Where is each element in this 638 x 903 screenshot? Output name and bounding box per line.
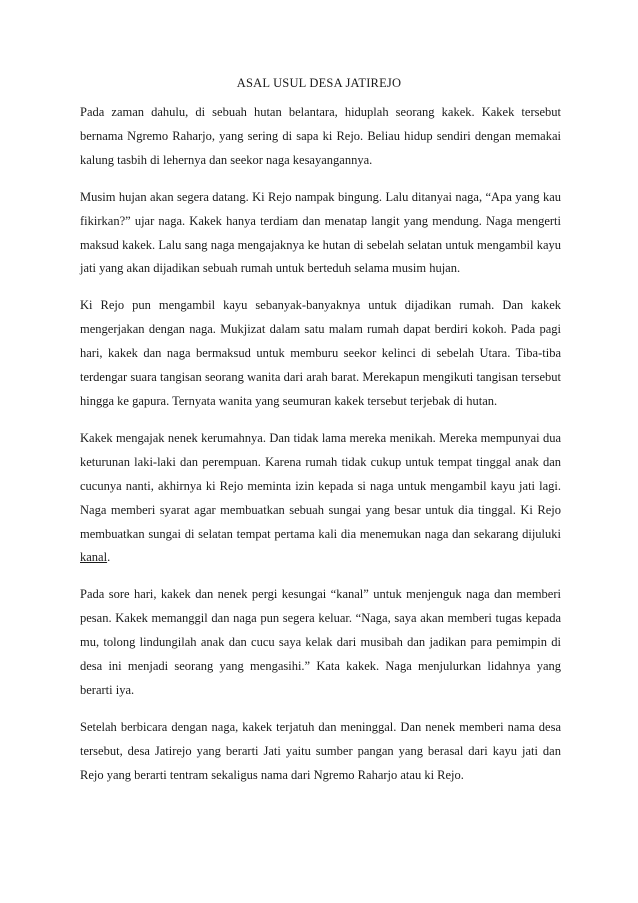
paragraph-4 (80, 427, 561, 570)
paragraph-4-end: . (107, 550, 111, 565)
paragraph-3: Ki Rejo pun mengambil kayu sebanyak-banyaknya untuk dijadikan rumah. Dan kakek mengerjakan dengan naga. Mukjizat dalam satu malam rumah dapat berdiri kokoh. Pada pagi hari, kakek dan naga bermaksud untuk memburu seekor kelinci di sebelah Utara. Tiba-tiba terdengar suara tangisan seorang wanita dari arah barat. Merekapun mengikuti tangisan tersebut hingga ke gapura. Ternyata wanita yang seumuran kakek tersebut terjebak di hutan. (80, 298, 561, 408)
paragraph-2: Musim hujan akan segera datang. Ki Rejo nampak bingung. Lalu ditanyai naga, “Apa yang kau fikirkan?” ujar naga. Kakek hanya terdiam dan menatap langit yang mendung. Naga mengerti maksud kakek. Lalu sang naga mengajaknya ke hutan di sebelah selatan untuk mengambil kayu jati yang akan dijadikan sebuah rumah untuk berteduh selama musim hujan. (80, 189, 561, 276)
kanal-underlined-word: kanal (80, 550, 108, 565)
paragraph-6: Setelah berbicara dengan naga, kakek terjatuh dan meninggal. Dan nenek memberi nama desa tersebut, desa Jatirejo yang berarti Jati yaitu sumber pangan yang berasal dari kayu jati dan Rejo yang berarti tentram sekaligus nama dari Ngremo Raharjo atau ki Rejo. (80, 719, 561, 782)
paragraph-4-text: Kakek mengajak nenek kerumahnya. Dan tidak lama mereka menikah. Mereka mempunyai dua keturunan laki-laki dan perempuan. Karena rumah tidak cukup untuk tempat tinggal anak dan cucunya nanti, akhirnya ki Rejo meminta izin kepada si naga untuk mengambil kayu jati lagi. Naga memberi syarat agar membuatkan sebuah sungai yang besar untuk dia tinggal. Ki Rejo membuatkan sungai di selatan tempat pertama kali dia menemukan naga dan sekarang dijuluki (80, 430, 561, 541)
paragraph-5: Pada sore hari, kakek dan nenek pergi kesungai “kanal” untuk menjenguk naga dan memberi pesan. Kakek memanggil dan naga pun segera keluar. “Naga, saya akan memberi tugas kepada mu, tolong lindungilah anak dan cucu saya kelak dari musibah dan jadikan para pemimpin di desa ini menjadi seorang yang mengasihi.” Kata kakek. Naga menjulurkan lidahnya yang berarti iya. (80, 587, 561, 697)
document-title: ASAL USUL DESA JATIREJO (236, 76, 402, 90)
document-body (80, 101, 561, 801)
paragraph-1: Pada zaman dahulu, di sebuah hutan belantara, hiduplah seorang kakek. Kakek tersebut bernama Ngremo Raharjo, yang sering di sapa ki Rejo. Beliau hidup sendiri dengan memakai kalung tasbih di lehernya dan seekor naga kesayangannya. (80, 105, 561, 167)
